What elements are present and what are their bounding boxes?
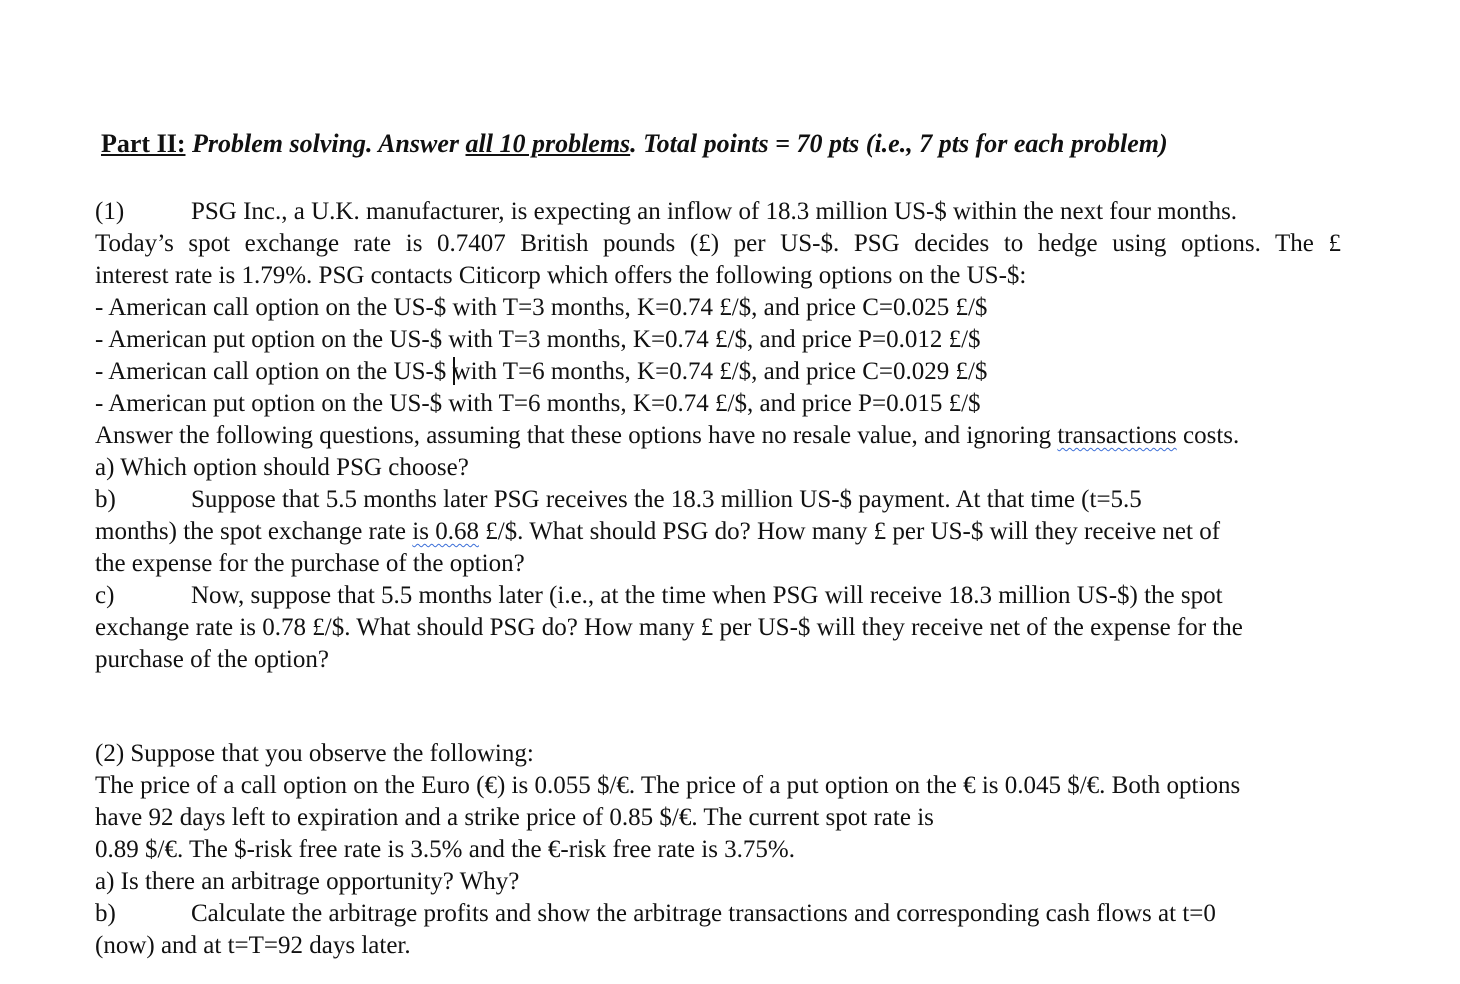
question-1b-text-2b: £/$. What should PSG do? How many £ per US-$ will they receive net of xyxy=(478,518,1221,545)
question-1b-text-1: Suppose that 5.5 months later PSG receives the 18.3 million US-$ payment. At that time (t=5.5 xyxy=(191,486,1142,513)
problem-2-line-4: 0.89 $/€. The $-risk free rate is 3.5% and the €-risk free rate is 3.75%. xyxy=(95,836,796,863)
option-3-text-b: with T=6 months, K=0.74 £/$, and price C=0.029 £/$ xyxy=(452,358,988,385)
spellcheck-flag-transactions[interactable]: transactions xyxy=(1057,422,1177,449)
question-1c-line-3: purchase of the option? xyxy=(95,646,329,673)
problem-1-intro-text-1: PSG Inc., a U.K. manufacturer, is expecting an inflow of 18.3 million US-$ within the next four months. xyxy=(191,198,1238,225)
assumption-text-b: costs. xyxy=(1176,422,1240,449)
problem-1-assumption xyxy=(95,420,1375,452)
heading-underlined-text: all 10 problems xyxy=(465,129,631,158)
question-1c-label: c) xyxy=(95,582,115,609)
problem-1-intro-line-1 xyxy=(95,196,1375,228)
part-label: Part II: xyxy=(101,129,186,158)
problem-2-line-3: have 92 days left to expiration and a strike price of 0.85 $/€. The current spot rate is xyxy=(95,804,934,831)
spellcheck-flag-is-0-68[interactable]: is 0.68 xyxy=(412,518,479,545)
problem-2-line-1: (2) Suppose that you observe the following: xyxy=(95,740,534,767)
option-1: - American call option on the US-$ with T=3 months, K=0.74 £/$, and price C=0.025 £/$ xyxy=(95,294,988,321)
option-2: - American put option on the US-$ with T=3 months, K=0.74 £/$, and price P=0.012 £/$ xyxy=(95,326,981,353)
problem-1-number: (1) xyxy=(95,198,125,225)
heading-text-1: Problem solving. Answer xyxy=(185,129,466,158)
question-2b-label: b) xyxy=(95,900,116,927)
question-1b-text-2a: months) the spot exchange rate xyxy=(95,518,413,545)
question-2b-line-2: (now) and at t=T=92 days later. xyxy=(95,932,411,959)
question-1b-line-3: the expense for the purchase of the option? xyxy=(95,550,525,577)
assumption-text-a: Answer the following questions, assuming that these options have no resale value, and ignoring xyxy=(95,422,1058,449)
option-3 xyxy=(95,356,1375,388)
problem-2 xyxy=(95,738,1375,962)
question-2a: a) Is there an arbitrage opportunity? Why? xyxy=(95,868,520,895)
option-3-text-a: - American call option on the US-$ xyxy=(95,358,453,385)
problem-1-intro-line-3: interest rate is 1.79%. PSG contacts Citicorp which offers the following options on the US-$: xyxy=(95,262,1027,289)
question-1a: a) Which option should PSG choose? xyxy=(95,454,469,481)
option-4: - American put option on the US-$ with T=6 months, K=0.74 £/$, and price P=0.015 £/$ xyxy=(95,390,981,417)
question-1b-line-1 xyxy=(95,484,1375,516)
question-1b-label: b) xyxy=(95,486,116,513)
problem-2-line-2: The price of a call option on the Euro (€) is 0.055 $/€. The price of a put option on the € is 0.045 $/€. Both options xyxy=(95,772,1241,799)
section-heading xyxy=(101,129,1168,159)
question-2b-text-1: Calculate the arbitrage profits and show the arbitrage transactions and corresponding cash flows at t=0 xyxy=(191,900,1216,927)
problem-1-intro-line-2: Today’s spot exchange rate is 0.7407 British pounds (£) per US-$. PSG decides to hedge using options. The £ xyxy=(95,230,1341,257)
problem-1 xyxy=(95,196,1375,676)
heading-text-2: . Total points = 70 pts (i.e., 7 pts for each problem) xyxy=(630,129,1168,158)
question-2b-line-1 xyxy=(95,898,1375,930)
question-1c-line-1 xyxy=(95,580,1375,612)
question-1b-line-2 xyxy=(95,516,1375,548)
question-1c-line-2: exchange rate is 0.78 £/$. What should PSG do? How many £ per US-$ will they receive net of the expense for the xyxy=(95,614,1243,641)
question-1c-text-1: Now, suppose that 5.5 months later (i.e., at the time when PSG will receive 18.3 million US-$) the spot xyxy=(191,582,1223,609)
